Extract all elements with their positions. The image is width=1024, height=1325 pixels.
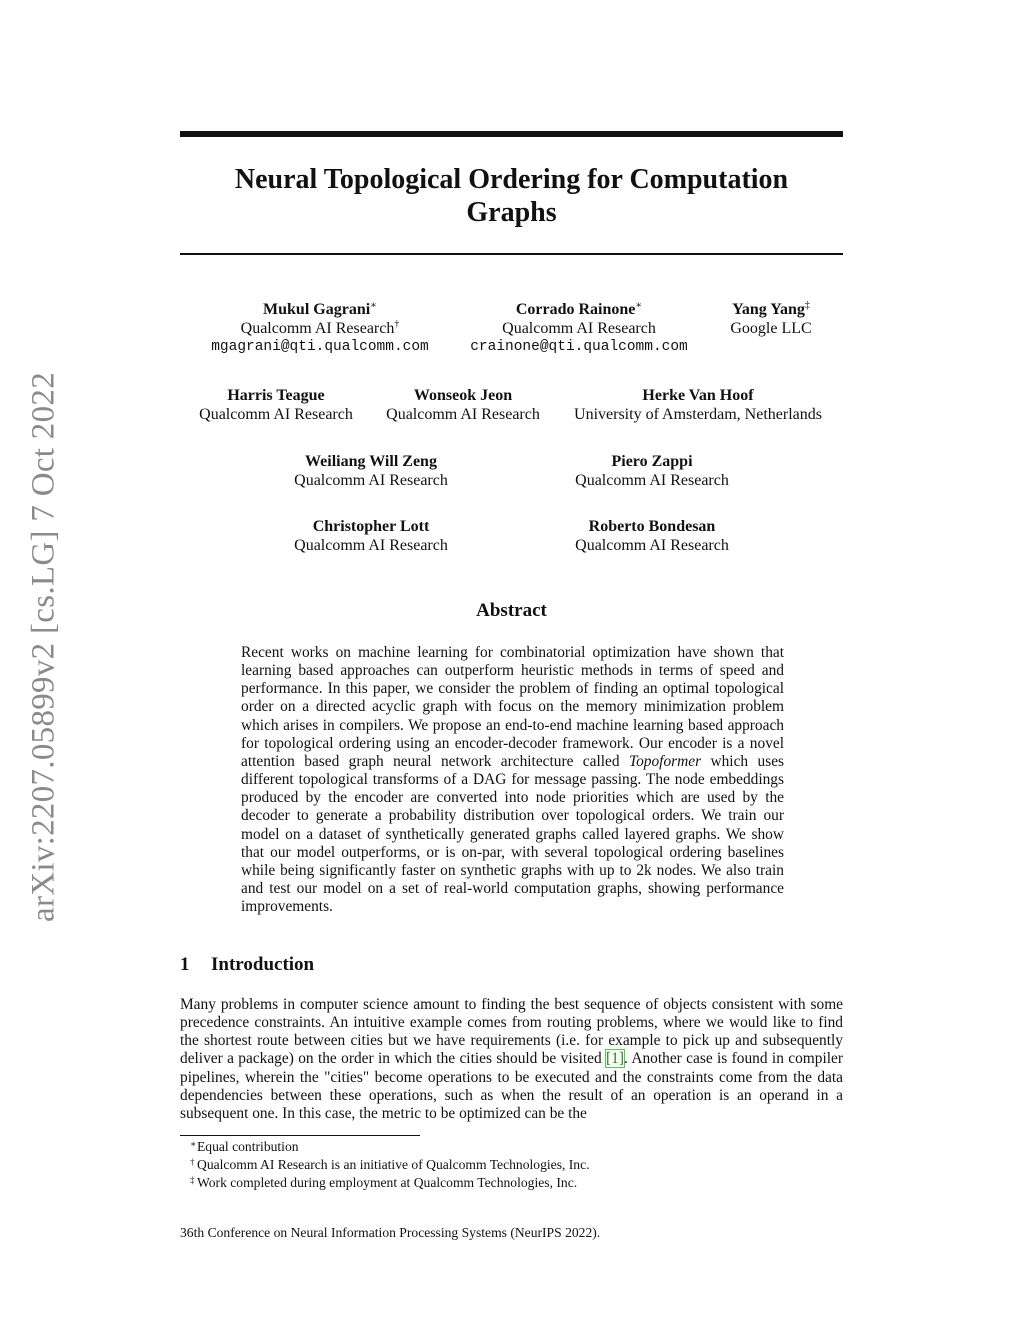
- footnote-mark: ∗: [190, 1139, 197, 1149]
- footnote: [190, 1175, 578, 1191]
- author-name: Yang Yang: [732, 301, 805, 318]
- author-name: Mukul Gagrani: [263, 301, 371, 318]
- title-line-2: Graphs: [466, 197, 557, 228]
- arxiv-sidebar: [22, 366, 66, 928]
- conference-note: 36th Conference on Neural Information Processing Systems (NeurIPS 2022).: [180, 1225, 601, 1240]
- author-name: Weiliang Will Zeng: [305, 453, 437, 470]
- author-email[interactable]: crainone@qti.qualcomm.com: [470, 339, 688, 355]
- intro-text-continued: . Another case is found in compiler pipelines, wherein the "cities" become operations to be executed and the constraints come from the data dependencies between these operations, such as when the result of an operation is an operand in a subsequent one. In this case, the metric to be optimized can be the: [180, 1050, 843, 1122]
- abstract-text: Recent works on machine learning for combinatorial optimization have shown that learning based approaches can outperform heuristic methods in terms of speed and performance. In this paper, we consider the problem of finding an optimal topological order on a directed acyclic graph with focus on the memory minimization problem which arises in compilers. We propose an end-to-end machine learning based approach for topological ordering using an encoder-decoder framework. Our encoder is a novel attention based graph neural network architecture called: [241, 644, 784, 770]
- footnote-text: Equal contribution: [197, 1139, 299, 1154]
- author-name: Piero Zappi: [611, 453, 693, 470]
- footnote: [190, 1139, 299, 1155]
- section-number: 1: [180, 954, 190, 975]
- abstract-text-continued: which uses different topological transforms of a DAG for message passing. The node embeddings produced by the encoder are converted into node priorities which are used by the decoder to generate a probability distribution over topological orders. We train our model on a dataset of synthetically generated graphs called layered graphs. We show that our model outperforms, or is on-par, with several topological ordering baselines while being significantly faster on synthetic graphs with up to 2k nodes. We also train and test our model on a set of real-world computation graphs, showing performance improvements.: [241, 752, 785, 916]
- author-email[interactable]: mgagrani@qti.qualcomm.com: [211, 339, 429, 355]
- author-block: [470, 300, 688, 357]
- section-heading: [180, 954, 314, 976]
- author-block: [294, 517, 448, 555]
- author-mark: ∗: [370, 300, 377, 311]
- arxiv-identifier: arXiv:2207.05899v2 [cs.LG] 7 Oct 2022: [25, 371, 62, 923]
- footnote-rule: [180, 1135, 420, 1136]
- author-name: Harris Teague: [227, 387, 325, 404]
- author-affiliation: Google LLC: [730, 320, 812, 337]
- author-block: [574, 386, 822, 424]
- author-affiliation: Qualcomm AI Research: [199, 406, 353, 423]
- title-line-1: Neural Topological Ordering for Computation: [234, 164, 789, 195]
- footnote-mark: ‡: [190, 1175, 195, 1185]
- intro-text: Many problems in computer science amount to finding the best sequence of objects consistent with some precedence constraints. An intuitive example comes from routing problems, where we would like to find the shortest route between cities but we have requirements (i.e. for example to pick up and subsequently deliver a package) on the order in which the cities should be visited: [180, 996, 843, 1068]
- citation-link[interactable]: [1]: [606, 1050, 624, 1068]
- author-block: [386, 386, 540, 424]
- title-top-rule: [180, 131, 843, 137]
- author-block: [575, 452, 729, 490]
- abstract-heading: Abstract: [476, 600, 547, 621]
- abstract-body: [241, 644, 784, 916]
- footnote: [190, 1157, 590, 1173]
- author-block: [730, 300, 811, 338]
- author-mark: ‡: [804, 300, 810, 311]
- author-name: Wonseok Jeon: [413, 387, 513, 404]
- section-title: Introduction: [211, 954, 315, 975]
- author-name: Herke Van Hoof: [642, 387, 754, 404]
- abstract-italic-term: Topoformer: [628, 752, 702, 770]
- author-affiliation: Qualcomm AI Research: [575, 472, 729, 489]
- author-block: [199, 386, 353, 424]
- footnote-mark: †: [190, 1157, 195, 1167]
- author-block: [294, 452, 448, 490]
- footnote-text: Work completed during employment at Qualcomm Technologies, Inc.: [197, 1175, 578, 1190]
- author-name: Roberto Bondesan: [588, 518, 716, 535]
- author-name: Corrado Rainone: [515, 301, 636, 318]
- author-mark: ∗: [635, 300, 643, 311]
- title-bottom-rule: [180, 253, 843, 255]
- author-affiliation: Qualcomm AI Research: [502, 320, 656, 337]
- author-affiliation: University of Amsterdam, Netherlands: [574, 406, 822, 423]
- footnote-text: Qualcomm AI Research is an initiative of Qualcomm Technologies, Inc.: [197, 1157, 590, 1172]
- author-affiliation: Qualcomm AI Research: [294, 472, 448, 489]
- author-affiliation: Qualcomm AI Research: [386, 406, 540, 423]
- intro-paragraph: [180, 996, 843, 1123]
- author-name: Christopher Lott: [312, 518, 430, 535]
- author-affiliation: Qualcomm AI Research: [575, 537, 729, 554]
- author-block: [211, 300, 429, 357]
- author-affiliation: Qualcomm AI Research: [240, 320, 395, 337]
- author-affiliation: Qualcomm AI Research: [294, 537, 448, 554]
- paper-title: [180, 163, 843, 229]
- affiliation-mark: †: [394, 319, 400, 330]
- author-block: [575, 517, 729, 555]
